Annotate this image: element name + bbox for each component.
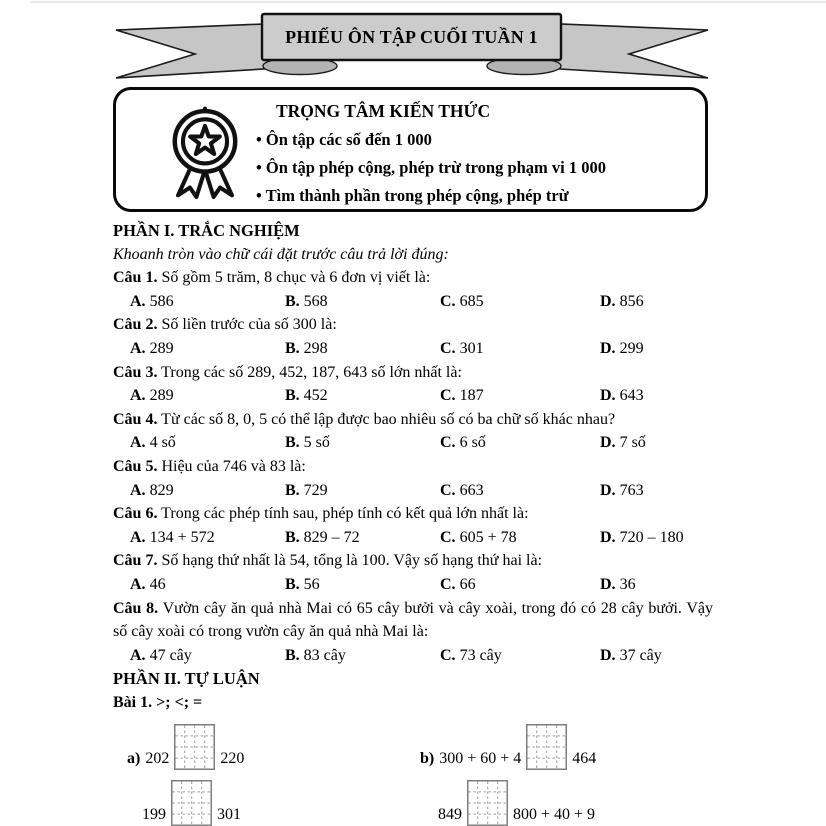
option-letter: D. (600, 339, 616, 357)
option-letter: C. (440, 339, 456, 357)
comparison-label: b) (420, 749, 435, 767)
scan-edge-line (30, 1, 826, 3)
option-letter: B. (285, 575, 300, 593)
option-value: 5 số (303, 434, 330, 452)
option-value: 829 (149, 481, 174, 499)
comparison-right-value: 220 (220, 749, 245, 767)
option-letter: D. (600, 528, 616, 546)
option-c (440, 431, 600, 455)
option-letter: C. (440, 646, 456, 664)
option-letter: D. (600, 575, 616, 593)
option-letter: D. (600, 481, 616, 499)
option-a (130, 644, 285, 668)
title-banner (113, 12, 711, 84)
comparison-item (113, 722, 406, 770)
question-text: Trong các phép tính sau, phép tính có kết quả lớn nhất là: (161, 505, 529, 523)
question (113, 502, 713, 549)
question-text: Vườn cây ăn quả nhà Mai có 65 cây bưởi và cây xoài, trong đó có 28 cây bưởi. Vậy số cây xoài có trong vườn cây ăn quả nhà Mai là: (113, 599, 713, 641)
option-letter: B. (285, 387, 300, 405)
question-label: Câu 5. (113, 457, 158, 475)
option-value: 301 (459, 339, 484, 357)
knowledge-title: TRỌNG TÂM KIẾN THỨC (276, 101, 491, 121)
knowledge-box (113, 87, 708, 212)
option-c (440, 644, 600, 668)
comparison-item (406, 778, 713, 826)
question (113, 266, 713, 313)
option-letter: D. (600, 434, 616, 452)
option-value: 187 (459, 387, 484, 405)
option-letter: A. (130, 434, 146, 452)
option-b (285, 644, 440, 668)
option-value: 299 (619, 339, 644, 357)
option-letter: B. (285, 481, 300, 499)
question (113, 313, 713, 360)
option-value: 856 (619, 292, 644, 310)
option-letter: A. (130, 646, 146, 664)
option-d (600, 644, 713, 668)
question-text: Từ các số 8, 0, 5 có thể lập được bao nhiêu số có ba chữ số khác nhau? (161, 410, 616, 428)
question-label: Câu 4. (113, 410, 158, 428)
option-letter: C. (440, 528, 456, 546)
option-b (285, 573, 440, 597)
option-letter: A. (130, 481, 146, 499)
option-letter: C. (440, 434, 456, 452)
option-value: 66 (459, 575, 476, 593)
comparison-left-value: 202 (145, 749, 170, 767)
exercise-symbols: >; <; = (156, 693, 203, 711)
options-row (113, 290, 713, 314)
option-letter: A. (130, 575, 146, 593)
answer-grid-box (526, 724, 567, 770)
comparison-grid (113, 720, 713, 826)
option-letter: B. (285, 646, 300, 664)
option-value: 720 – 180 (619, 528, 684, 546)
option-letter: A. (130, 387, 146, 405)
option-b (285, 337, 440, 361)
option-a (130, 290, 285, 314)
question-text: Số gồm 5 trăm, 8 chục và 6 đơn vị viết là: (161, 269, 431, 287)
option-value: 663 (459, 481, 484, 499)
part2-heading: PHẦN II. TỰ LUẬN (113, 669, 260, 689)
comparison-right-value: 301 (217, 805, 241, 823)
answer-grid-box (467, 780, 508, 826)
option-letter: C. (440, 481, 456, 499)
part1-heading: PHẦN I. TRẮC NGHIỆM (113, 221, 300, 240)
option-value: 568 (303, 292, 328, 310)
option-d (600, 384, 713, 408)
options-row (113, 479, 713, 503)
option-letter: D. (600, 387, 616, 405)
option-letter: C. (440, 575, 456, 593)
comparison-right-value: 800 + 40 + 9 (513, 805, 596, 823)
worksheet-body (113, 219, 713, 826)
option-letter: B. (285, 434, 300, 452)
option-value: 56 (303, 575, 320, 593)
exercise-label: Bài 1. (113, 693, 153, 711)
option-value: 46 (149, 575, 166, 593)
option-value: 37 cây (619, 646, 662, 664)
option-letter: D. (600, 646, 616, 664)
option-value: 829 – 72 (303, 528, 360, 546)
comparison-right-value: 464 (572, 749, 597, 767)
option-b (285, 431, 440, 455)
options-row (113, 644, 713, 668)
option-value: 452 (303, 387, 328, 405)
option-c (440, 384, 600, 408)
option-value: 6 số (459, 434, 486, 452)
option-value: 643 (619, 387, 644, 405)
question (113, 549, 713, 596)
question-label: Câu 3. (113, 363, 158, 381)
exercise-title (113, 691, 713, 715)
option-c (440, 479, 600, 503)
question (113, 361, 713, 408)
question-text: Số liền trước của số 300 là: (161, 316, 337, 334)
option-letter: C. (440, 292, 456, 310)
knowledge-bullet: • Tìm thành phần trong phép cộng, phép trừ (256, 186, 569, 205)
option-value: 83 cây (303, 646, 346, 664)
question (113, 597, 713, 668)
option-a (130, 384, 285, 408)
option-d (600, 479, 713, 503)
comparison-left-value: 199 (142, 805, 166, 823)
question-text: Trong các số 289, 452, 187, 643 số lớn nhất là: (161, 363, 462, 381)
knowledge-bullet: • Ôn tập các số đến 1 000 (256, 130, 432, 149)
option-a (130, 431, 285, 455)
option-letter: D. (600, 292, 616, 310)
question-text: Hiệu của 746 và 83 là: (161, 457, 306, 475)
option-a (130, 337, 285, 361)
option-c (440, 526, 600, 550)
option-b (285, 479, 440, 503)
option-b (285, 384, 440, 408)
knowledge-text (256, 101, 677, 210)
option-a (130, 573, 285, 597)
option-c (440, 337, 600, 361)
page-title: PHIẾU ÔN TẬP CUỐI TUẦN 1 (285, 26, 538, 47)
option-letter: B. (285, 292, 300, 310)
knowledge-bullet: • Ôn tập phép cộng, phép trừ trong phạm vi 1 000 (256, 158, 607, 177)
options-row (113, 431, 713, 455)
option-c (440, 290, 600, 314)
option-letter: B. (285, 339, 300, 357)
comparison-item (406, 722, 713, 770)
question-label: Câu 8. (113, 599, 159, 617)
option-value: 47 cây (149, 646, 192, 664)
option-value: 605 + 78 (459, 528, 517, 546)
options-row (113, 573, 713, 597)
option-value: 73 cây (459, 646, 502, 664)
option-b (285, 526, 440, 550)
options-row (113, 526, 713, 550)
options-row (113, 384, 713, 408)
option-value: 763 (619, 481, 644, 499)
question-text: Số hạng thứ nhất là 54, tổng là 100. Vậy số hạng thứ hai là: (161, 552, 543, 570)
option-value: 586 (149, 292, 174, 310)
option-value: 4 số (149, 434, 176, 452)
option-c (440, 573, 600, 597)
medal-icon (156, 98, 254, 206)
option-d (600, 526, 713, 550)
option-a (130, 479, 285, 503)
option-a (130, 526, 285, 550)
answer-grid-box (174, 724, 215, 770)
comparison-label: a) (127, 749, 141, 767)
question-label: Câu 1. (113, 269, 158, 287)
question (113, 455, 713, 502)
comparison-left-value: 849 (438, 805, 462, 823)
option-letter: B. (285, 528, 300, 546)
option-value: 7 số (619, 434, 646, 452)
question-label: Câu 2. (113, 316, 158, 334)
option-value: 685 (459, 292, 484, 310)
option-letter: A. (130, 339, 146, 357)
option-letter: C. (440, 387, 456, 405)
question-label: Câu 7. (113, 552, 158, 570)
option-value: 134 + 572 (149, 528, 215, 546)
question (113, 408, 713, 455)
option-d (600, 431, 713, 455)
option-d (600, 573, 713, 597)
options-row (113, 337, 713, 361)
option-d (600, 290, 713, 314)
option-value: 729 (303, 481, 328, 499)
comparison-left-value: 300 + 60 + 4 (439, 749, 522, 767)
comparison-item (113, 778, 406, 826)
option-value: 36 (619, 575, 636, 593)
option-value: 289 (149, 387, 174, 405)
option-value: 289 (149, 339, 174, 357)
question-label: Câu 6. (113, 505, 158, 523)
option-value: 298 (303, 339, 328, 357)
option-b (285, 290, 440, 314)
answer-grid-box (171, 780, 212, 826)
option-letter: A. (130, 528, 146, 546)
part1-instruction: Khoanh tròn vào chữ cái đặt trước câu trả lời đúng: (113, 245, 449, 263)
option-d (600, 337, 713, 361)
option-letter: A. (130, 292, 146, 310)
